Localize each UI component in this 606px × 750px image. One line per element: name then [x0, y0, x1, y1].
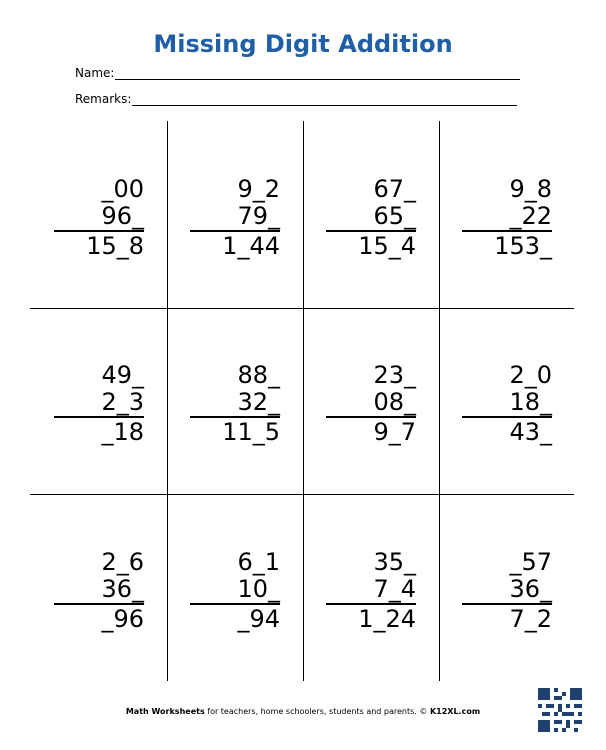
addition-problem	[462, 362, 552, 446]
name-blank-line[interactable]	[115, 67, 520, 80]
addition-problem	[54, 362, 144, 446]
bottom-addend: 7_4	[373, 575, 416, 603]
name-field[interactable]	[75, 66, 520, 80]
top-addend: 6_1	[237, 548, 280, 576]
top-addend: _57	[509, 548, 552, 576]
sum-answer: _94	[237, 605, 280, 633]
bottom-addend: 08_	[373, 388, 416, 416]
worksheet-title: Missing Digit Addition	[153, 30, 453, 58]
bottom-addend: 65_	[373, 202, 416, 230]
remarks-label: Remarks:	[75, 92, 132, 106]
sum-answer: 1_24	[358, 605, 416, 633]
qr-code-icon	[538, 688, 582, 732]
sum-answer: 15_4	[358, 232, 416, 260]
footer-text: for teachers, home schoolers, students and parents. ©	[204, 707, 430, 716]
sum-answer: 1_44	[222, 232, 280, 260]
grid-divider-horizontal	[30, 494, 574, 495]
name-label: Name:	[75, 66, 115, 80]
bottom-addend: 2_3	[101, 388, 144, 416]
bottom-addend: 96_	[101, 202, 144, 230]
bottom-addend: 36_	[509, 575, 552, 603]
top-addend: 2_0	[509, 361, 552, 389]
top-addend: 49_	[101, 361, 144, 389]
top-addend: 9_2	[237, 175, 280, 203]
sum-answer: 11_5	[222, 418, 280, 446]
top-addend: 2_6	[101, 548, 144, 576]
addition-problem	[326, 549, 416, 633]
grid-divider-vertical	[167, 121, 168, 681]
top-addend: 88_	[237, 361, 280, 389]
grid-divider-horizontal	[30, 308, 574, 309]
sum-answer: 15_8	[86, 232, 144, 260]
addition-problem	[462, 176, 552, 260]
grid-divider-vertical	[303, 121, 304, 681]
footer	[0, 707, 606, 716]
sum-answer: 153_	[494, 232, 552, 260]
sum-answer: 43_	[509, 418, 552, 446]
bottom-addend: 79_	[237, 202, 280, 230]
sum-answer: 9_7	[373, 418, 416, 446]
addition-problem	[190, 362, 280, 446]
footer-site: K12XL.com	[429, 707, 481, 716]
bottom-addend: 32_	[237, 388, 280, 416]
top-addend: 35_	[373, 548, 416, 576]
remarks-field[interactable]	[75, 92, 517, 106]
addition-problem	[54, 176, 144, 260]
remarks-blank-line[interactable]	[132, 93, 517, 106]
sum-answer: _18	[101, 418, 144, 446]
bottom-addend: 18_	[509, 388, 552, 416]
bottom-addend: 36_	[101, 575, 144, 603]
addition-problem	[54, 549, 144, 633]
sum-answer: _96	[101, 605, 144, 633]
sum-answer: 7_2	[509, 605, 552, 633]
addition-problem	[326, 362, 416, 446]
top-addend: 67_	[373, 175, 416, 203]
grid-divider-vertical	[439, 121, 440, 681]
top-addend: _00	[101, 175, 144, 203]
addition-problem	[326, 176, 416, 260]
addition-problem	[190, 176, 280, 260]
top-addend: 9_8	[509, 175, 552, 203]
bottom-addend: 10_	[237, 575, 280, 603]
footer-brand: Math Worksheets	[125, 707, 205, 716]
addition-problem	[462, 549, 552, 633]
addition-problem	[190, 549, 280, 633]
top-addend: 23_	[373, 361, 416, 389]
bottom-addend: _22	[509, 202, 552, 230]
